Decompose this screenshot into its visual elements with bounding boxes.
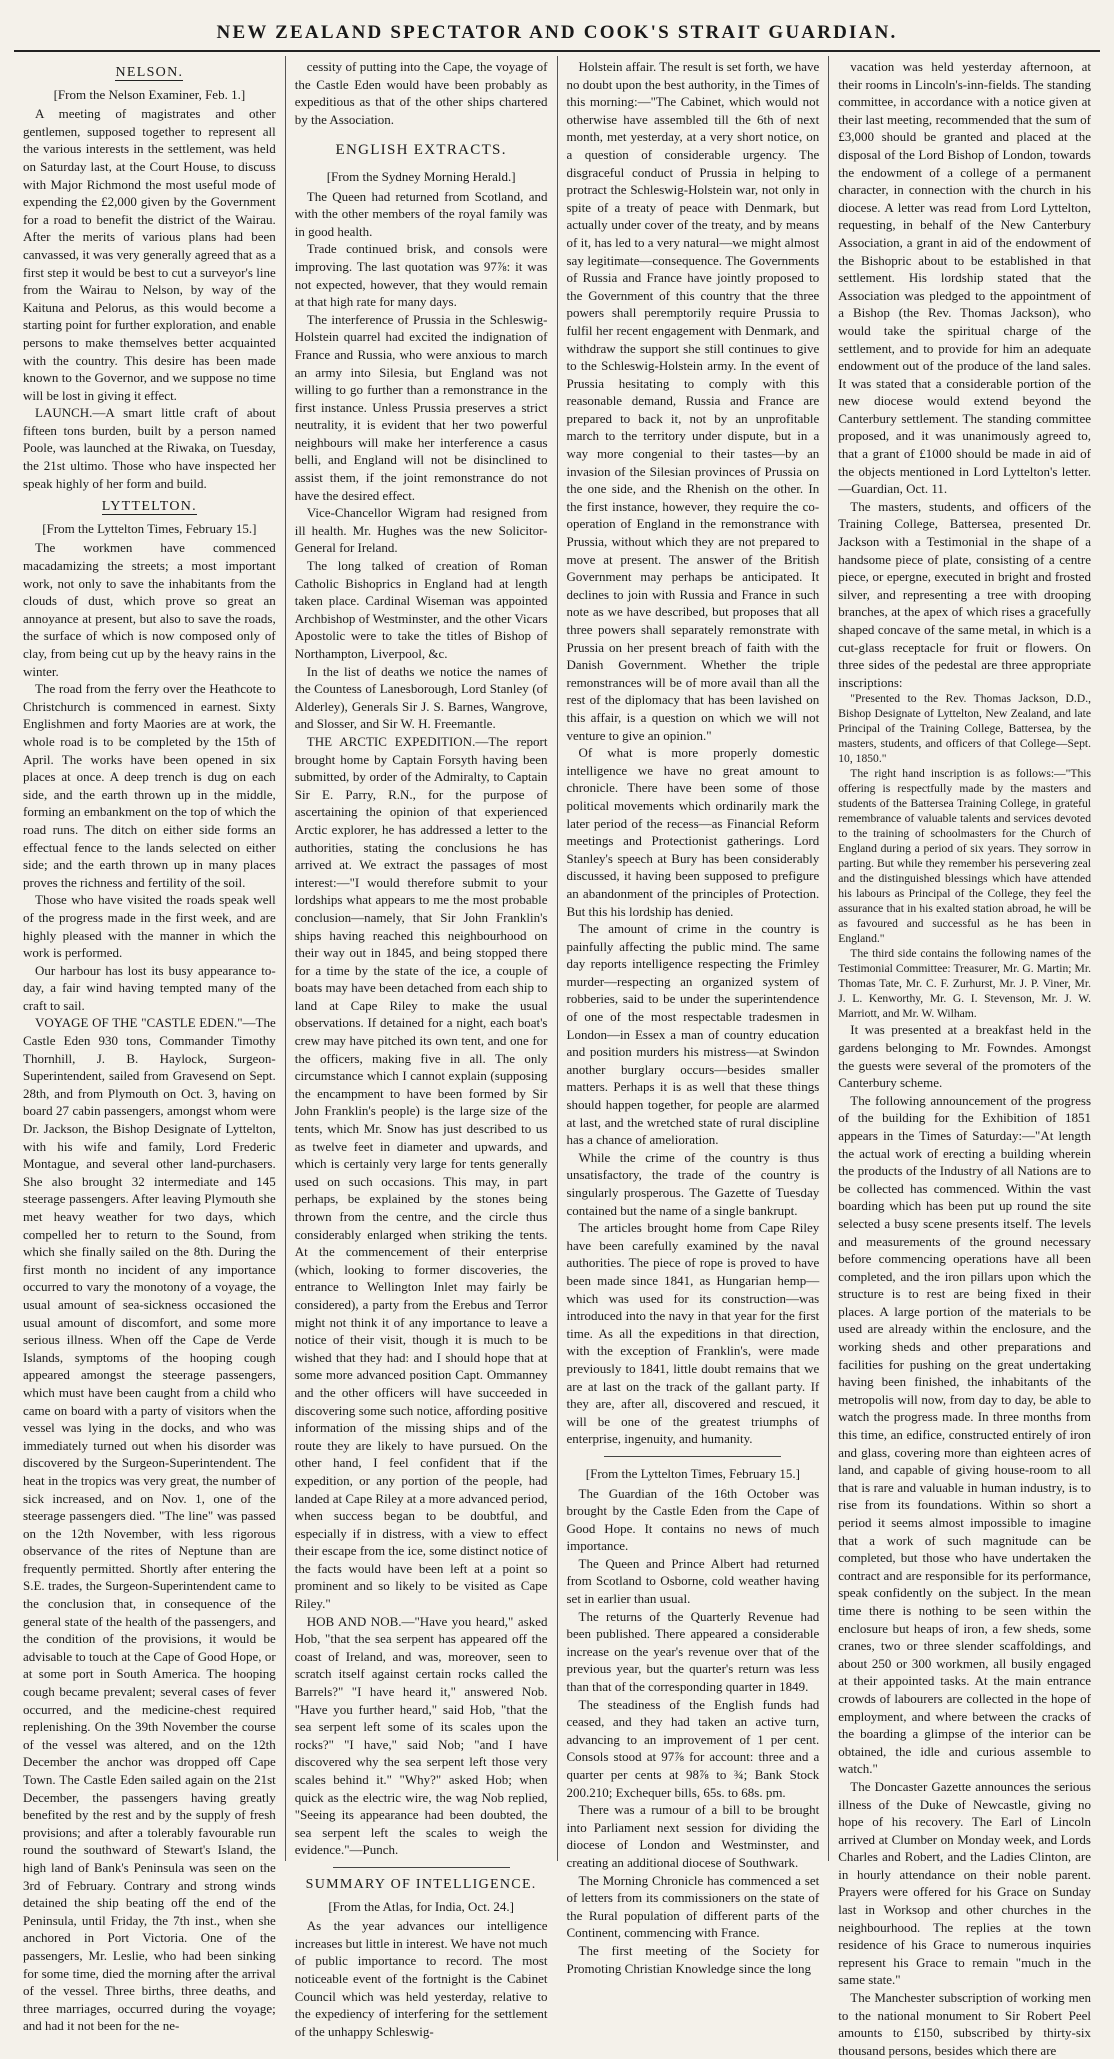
article-paragraph: vacation was held yesterday afternoon, at their rooms in Lincoln's-inn-fields. The standing committee, in accordance with a notice given at their last meeting, recommended that the sum of £3,000 should be granted and placed at the disposal of the Lord Bishop of London, towards the endowment of a college of a permanent character, in connection with the church in his diocese. A letter was read from Lord Lyttelton, requesting, in behalf of the New Canterbury Association, a grant in aid of the endowment of the Bishopric about to be established in that settlement. His lordship stated that the Association was pledged to the appointment of a Bishop (the Rev. Thomas Jackson), who would take the spiritual charge of the settlement, and to provide for him an adequate endowment out of the produce of the land sales. It was stated that a considerable portion of the new diocese would extend beyond the Canterbury settlement. The standing committee proposed, and it was unanimously agreed to, that a grant of £1000 should be made in aid of the objects mentioned in Lord Lyttelton's letter.—Guardian, Oct. 11. xyxy=(838,59,1091,497)
article-paragraph: As the year advances our intelligence increases but little in interest. We have not much of public importance to record. The most noticeable event of the fortnight is the Cabinet Council which was held yesterday, relative to the expediency of interfering for the settlement of the unhappy Schleswig- xyxy=(294,1918,548,2039)
inscription-paragraph: The third side contains the following names of the Testimonial Committee: Treasurer, Mr. G. Martin; Mr. Thomas Tate, Mr. C. F. Zurhurst, Mr. J. P. Viner, Mr. J. L. Kenworthy, Mr. G. I. Stevenson, Mr. J. W. Marriott, and Mr. W. Wilham. xyxy=(838,947,1091,1021)
article-paragraph: The steadiness of the English funds had ceased, and they had taken an active turn, advancing to an improvement of 1 per cent. Consols stood at 97⅞ for account: three and a quarter per cents at 98⅞ to ¾; Bank Stock 200.210; Exchequer bills, 65s. to 68s. pm. xyxy=(566,1696,820,1800)
article-paragraph: The interference of Prussia in the Schleswig-Holstein quarrel had excited the indignation of France and Russia, who were anxious to march an army into Silesia, but England was not willing to go further than a remonstrance in the first instance. Unless Prussia preserves a strict neutrality, it is evident that her two powerful neighbours will make her interference a casus belli, and England will not be disinclined to assist them, if the joint remonstrance do not have the desired effect. xyxy=(294,311,548,503)
source-line: [From the Nelson Examiner, Feb. 1.] xyxy=(53,86,246,102)
newspaper-columns xyxy=(14,56,1100,2058)
article-paragraph: The following announcement of the progress of the building for the Exhibition of 1851 appears in the Times of Saturday:—"At length the actual work of erecting a building wherein the products of the Industry of all Nations are to be collected has commenced. Within the vast boarding which has been put up round the site selected a busy scene presents itself. The levels and measurements of the ground necessary before commencing operations have all been completed, and the iron pillars upon which the structure is to rest are being fixed in their places. A large portion of the materials to be used are already within the enclosure, and the working sheds and other preparations and facilities for pushing on the great undertaking having been finished, the inhabitants of the metropolis will now, from day to day, be able to watch the progress made. In three months from this time, an edifice, constructed entirely of iron and glass, covering more than eighteen acres of land, and capable of giving house-room to all that is rare and valuable in human industry, is to rise from its foundations. Within so short a period it seems almost impossible to imagine that a work of such magnitude can be completed, but those who have undertaken the contract and are responsible for its performance, speak confidently on the subject. In the mean time there is nothing to be seen within the enclosure but heaps of iron, a few sheds, some cranes, two or three slender scaffoldings, and about 250 or 300 workmen, all busily engaged at their appointed tasks. At the main entrance crowds of labourers are collected in the hope of employment, and where between the cracks of the boarding a glimpse of the interior can be obtained, the idle and curious assemble to watch." xyxy=(838,1092,1091,1777)
article-paragraph: There was a rumour of a bill to be brought into Parliament next session for dividing the diocese of London and Westminster, and creating an additional diocese of Southwark. xyxy=(566,1802,820,1870)
newspaper-title: NEW ZEALAND SPECTATOR AND COOK'S STRAIT GUARDIAN. xyxy=(216,22,898,43)
column-3 xyxy=(557,56,829,1976)
article-paragraph: The Manchester subscription of working men to the national monument to Sir Robert Peel amounts to £150, subscribed by thirty-six thousand persons, besides which there are xyxy=(838,1990,1091,2058)
article-paragraph: The returns of the Quarterly Revenue had been published. There appeared a considerable increase on the year's revenue over that of the previous year, but the quarter's return was less than that of the corresponding quarter in 1849. xyxy=(566,1608,820,1695)
column-1 xyxy=(14,56,285,2034)
section-heading-english-extracts: ENGLISH EXTRACTS. xyxy=(335,142,507,159)
article-paragraph: Those who have visited the roads speak well of the progress made in the first week, and are highly pleased with the manner in which the work is performed. xyxy=(23,892,276,961)
article-paragraph: The road from the ferry over the Heathcote to Christchurch is commenced in earnest. Sixty Englishmen and forty Maories are at work, the whole road is to be completed by the 15th of April. The works have been opened in six places at once. A deep trench is dug on each side, and the earth thrown up in the middle, forming an embankment on the top of which the road runs. The ditch on either side forms an effectual fence to the lands selected on either side; and the earth thrown up in many places proves the richness and fertility of the soil. xyxy=(23,681,276,890)
article-paragraph: The Doncaster Gazette announces the serious illness of the Duke of Newcastle, giving no hope of his recovery. The Earl of Lincoln arrived at Clumber on Monday week, and Lords Charles and Robert, and the Ladies Clinton, are in hourly attendance on their noble parent. Prayers were offered for his Grace on Sunday last in Worksop and other churches in the neighbourhood. The replies at the town residence of his Grace to numerous inquiries represent his Grace to remain "much in the same state." xyxy=(838,1778,1091,1988)
article-paragraph: Vice-Chancellor Wigram had resigned from ill health. Mr. Hughes was the new Solicitor-General for Ireland. xyxy=(294,505,548,556)
article-paragraph: The first meeting of the Society for Promoting Christian Knowledge since the long xyxy=(566,1942,820,1976)
article-paragraph: Our harbour has lost its busy appearance to-day, a fair wind having tempted many of the craft to sail. xyxy=(23,962,276,1013)
divider-rule xyxy=(604,1456,781,1457)
article-paragraph: The Morning Chronicle has commenced a set of letters from its commissioners on the state of the Rural population of different parts of the Continent, commencing with France. xyxy=(566,1872,820,1941)
article-paragraph: The Guardian of the 16th October was brought by the Castle Eden from the Cape of Good Hope. It contains no news of much importance. xyxy=(566,1485,820,1554)
divider-rule xyxy=(333,1867,510,1868)
article-paragraph: The Queen and Prince Albert had returned from Scotland to Osborne, cold weather having set in earlier than usual. xyxy=(566,1555,820,1607)
source-line: [From the Lyttelton Times, February 15.] xyxy=(42,520,257,536)
article-paragraph: The Queen had returned from Scotland, and with the other members of the royal family was in good health. xyxy=(294,188,548,239)
inscription-paragraph: The right hand inscription is as follows:—"This offering is respectfully made by the masters and students of the Battersea Training College, in grateful remembrance of valuable talents and services devoted to the training of schoolmasters for the Church of England during a period of six years. They sorrow in parting. But while they remember his persevering zeal and the distinguished blessings which have attended his labours as Principal of the College, they feel the assurance that in his exalted station abroad, he will be as favoured and successful as he has been in England." xyxy=(838,767,1091,946)
article-paragraph: In the list of deaths we notice the names of the Countess of Lanesborough, Lord Stanley (of Alderley), Generals Sir J. S. Barnes, Wangrove, and Slosser, and Sir W. H. Freemantle. xyxy=(294,663,548,732)
column-4 xyxy=(828,56,1100,2058)
article-paragraph: The workmen have commenced macadamizing the streets; a most important work, not only to save the inhabitants from the clouds of dust, which prove so great an annoyance at present, but also to save the roads, the surface of which is now composed only of clay, from being cut up by the heavy rains in the winter. xyxy=(23,540,276,679)
column-2 xyxy=(285,56,557,2039)
article-paragraph: VOYAGE OF THE "CASTLE EDEN."—The Castle Eden 930 tons, Commander Timothy Thornhill, J. B. Haylock, Surgeon-Superintendent, sailed from Gravesend on Sept. 28th, and from Plymouth on Oct. 3, having on board 27 cabin passengers, amongst whom were Dr. Jackson, the Bishop Designate of Lyttelton, with his wife and family, Lord Frederic Montague, and several other land-purchasers. She also brought 32 intermediate and 145 steerage passengers. After leaving Plymouth she met heavy weather for two days, which compelled her to return to the Sound, from which she finally sailed on the 8th. During the first month no incident of any importance occurred to vary the monotony of a voyage, the usual amount of sea-sickness occasioned the usual amount of discomfort, and some more serious illness. When off the Cape de Verde Islands, symptoms of the hooping cough appeared amongst the steerage passengers, which must have been caught from a child who came on board with a party of visitors when the vessel was lying in the docks, and who was immediately turned out when his disorder was discovered by the Surgeon-Superintendent. The heat in the tropics was very great, the number of sick increased, and on Nov. 1, one of the steerage passengers died. "The line" was passed on the 12th November, with less rigorous observance of the rites of Neptune than are frequently permitted. Shortly after entering the S.E. trades, the Surgeon-Superintendent came to the conclusion that, in consequence of the general state of the health of the passengers, and the condition of the provisions, it would be advisable to touch at the Cape of Good Hope, or at some port in South America. The hooping cough became prevalent; several cases of fever occurred, and the medicine-chest required replenishing. On the 39th November the course of the vessel was altered, and on the 12th December the anchor was dropped off Cape Town. The Castle Eden sailed again on the 21st December, the passengers having greatly benefited by the rest and by the supply of fresh provisions; and after a tolerably favourable run round the southward of Stewart's Island, the high land of Bank's Peninsula was seen on the 3rd of February. Contrary and strong winds detained the ship beating off the end of the Peninsula, until Friday, the 7th inst., when she anchored in Port Victoria. One of the passengers, Mr. Leslie, who had been sinking for some time, died the morning after the arrival of the vessel. Three births, three deaths, and three marriages, occurred during the voyage; and had it not been for the ne- xyxy=(23,1015,276,2034)
source-line: [From the Sydney Morning Herald.] xyxy=(326,168,516,184)
article-paragraph: Trade continued brisk, and consols were improving. The last quotation was 97⅞: it was not expected, however, that they would remain at that high rate for many days. xyxy=(294,241,548,310)
source-line: [From the Atlas, for India, Oct. 24.] xyxy=(328,1898,514,1914)
article-paragraph: LAUNCH.—A smart little craft of about fifteen tons burden, built by a person named Poole, was launched at the Riwaka, on Tuesday, the 21st ultimo. Those who have inspected her speak highly of her form and build. xyxy=(23,405,276,491)
inscription-paragraph: "Presented to the Rev. Thomas Jackson, D.D., Bishop Designate of Lyttelton, New Zealand, and late Principal of the Training College, Battersea, by the masters, students, and officers of that College—Sept. 10, 1850." xyxy=(838,692,1091,766)
source-line: [From the Lyttelton Times, February 15.] xyxy=(585,1465,800,1481)
section-heading-nelson: NELSON. xyxy=(115,65,184,80)
article-paragraph: The masters, students, and officers of the Training College, Battersea, presented Dr. Jackson with a Testimonial in the shape of a handsome piece of plate, consisting of a centre piece, or epergne, executed in bright and frosted silver, and representing a tree with drooping branches, at the apex of which rises a gracefully shaped concave of the same metal, in which is a cut-glass receptacle for fruit or flowers. On three sides of the pedestal are three appropriate inscriptions: xyxy=(838,498,1091,690)
article-paragraph: cessity of putting into the Cape, the voyage of the Castle Eden would have been probably as expeditious as that of the other ships chartered by the Association. xyxy=(294,59,548,127)
article-paragraph: A meeting of magistrates and other gentlemen, supposed together to represent all the various interests in the settlement, was held on Saturday last, at the Court House, to discuss with Major Richmond the most useful mode of expending the £2,000 given by the Government for a road to benefit the district of the Wairau. After the merits of various plans had been canvassed, it was very generally agreed that as a first step it would be best to cut a surveyor's line from the Wairau to Nelson, by way of the Kaituna and Pelorus, as this would become a starting point for further exploration, and enable persons to make themselves better acquainted with the country. This desire has been made known to the Governor, and we suppose no time will be lost in giving it effect. xyxy=(23,106,276,403)
article-paragraph: THE ARCTIC EXPEDITION.—The report brought home by Captain Forsyth having been submitted, by order of the Admiralty, to Captain Sir E. Parry, R.N., for the purpose of ascertaining the opinion of that experienced Arctic explorer, he has addressed a letter to the authorities, stating the conclusions he has arrived at. We extract the passages of most interest:—"I would therefore submit to your lordships what appears to me the most probable conclusion—namely, that Sir John Franklin's ships having reached this neighbourhood on their way out in 1845, and being stopped there for a time by the state of the ice, a couple of boats may have been detached from each ship to land at Cape Riley to make the usual observations. If detained for a night, each boat's crew may have pitched its own tent, and one for the officers, making five in all. The only circumstance which I cannot explain (supposing the encampment to have been formed by Sir John Franklin's people) is the large size of the tents, which Mr. Snow has just described to us as twelve feet in diameter and upwards, and which is certainly very large for tents generally used on such occasions. This may, in part perhaps, be explained by the stones being thrown from the centre, and the circle thus considerably enlarged when striking the tents. At the commencement of their enterprise (which, looking to former discoveries, the entrance to Wellington Inlet may fairly be considered), a party from the Erebus and Terror might not think it of any importance to leave a notice of their visit, though it is much to be wished that they had: and I should hope that at some more advanced position Capt. Ommanney and the other officers will have succeeded in discovering some such notice, affording positive information of the missing ships and of the route they are likely to have pursued. On the other hand, I feel confident that if the expedition, or any portion of the people, had landed at Cape Riley at a more advanced period, when success began to be doubtful, and especially if in distress, with a view to effect their escape from the ice, some distinct notice of the facts would have been left at a point so prominent and so likely to be visited as Cape Riley." xyxy=(294,733,548,1612)
article-paragraph: While the crime of the country is thus unsatisfactory, the trade of the country is singularly prosperous. The Gazette of Tuesday contained but the name of a single bankrupt. xyxy=(566,1149,820,1218)
article-paragraph: The amount of crime in the country is painfully affecting the public mind. The same day reports intelligence respecting the Frimley murder—respecting an organized system of robberies, said to be under the superintendence of one of the most respectable tradesmen in London—in Essex a man of country education and position murders his mistress—at Swindon another burglary occurs—besides smaller matters. Perhaps it is as well that these things should happen together, for people are alarmed at last, and the wretched state of rural discipline has a chance of amelioration. xyxy=(566,921,820,1148)
article-paragraph: The articles brought home from Cape Riley have been carefully examined by the naval authorities. The piece of rope is proved to have been made since 1841, as Hungarian hemp—which was used for its construction—was introduced into the navy in that year for the first time. As all the expeditions in that direction, with the exception of Franklin's, were made previously to 1841, little doubt remains that we are at last on the track of the gallant party. If they are, after all, discovered and rescued, it will be one of the greatest triumphs of enterprise, ingenuity, and humanity. xyxy=(566,1220,820,1447)
section-heading-lyttelton: LYTTELTON. xyxy=(101,499,197,515)
article-paragraph: Holstein affair. The result is set forth, we have no doubt upon the best authority, in the Times of this morning:—"The Cabinet, which would not otherwise have assembled till the 6th of next month, met yesterday, at a very short notice, on a question of considerable urgency. The disgraceful conduct of Prussia in helping to protract the Schleswig-Holstein war, not only in spite of a treaty of peace with Denmark, but actually under cover of the treaty, and by means of it, has led to a very natural—we might almost say legitimate—consequence. The Governments of Russia and France have jointly proposed to the Government of this country that the three powers shall peremptorily require Prussia to fulfil her recent engagement with Denmark, and withdraw the support she still continues to give to the Schleswig-Holstein army. In the event of Prussia hesitating to comply with this reasonable demand, Russia and France are prepared to back it, not by an unprofitable march to the territory under dispute, but in a way more congenial to their tastes—by an invasion of the Silesian provinces of Prussia on the one side, and the Rhenish on the other. In the first instance, however, they require the co-operation of England in the remonstrance with Prussia, without which they are not prepared to move at present. The answer of the British Government may perhaps be anticipated. It declines to join with Russia and France in such note as we have described, but proposes that all three powers shall separately remonstrate with Prussia on her present breach of faith with the Danish Government. Whether the triple remonstrances will be of more avail than all the rest of the diplomacy that has been lavished on this affair, is a question on which we will not venture to give an opinion." xyxy=(566,59,820,743)
article-paragraph: It was presented at a breakfast held in the gardens belonging to Mr. Fowndes. Amongst the guests were several of the promoters of the Canterbury scheme. xyxy=(838,1022,1091,1091)
article-paragraph: The long talked of creation of Roman Catholic Bishoprics in England had at length taken place. Cardinal Wiseman was appointed Archbishop of Westminster, and the other Vicars Apostolic were to take the titles of Bishop of Northampton, Liverpool, &c. xyxy=(294,558,548,661)
masthead xyxy=(14,8,1100,52)
article-paragraph: Of what is more properly domestic intelligence we have no great amount to chronicle. There have been some of those political movements which ordinarily mark the later period of the recess—as Financial Reform meetings and Protectionist gatherings. Lord Stanley's speech at Bury has been considerably discussed, it having been supposed to prefigure an abandonment of the principles of Protection. But this his lordship has denied. xyxy=(566,745,820,919)
section-heading-summary: SUMMARY OF INTELLIGENCE. xyxy=(305,1876,537,1892)
article-paragraph: HOB AND NOB.—"Have you heard," asked Hob, "that the sea serpent has appeared off the coast of Ireland, and was, moreover, seen to scratch itself against certain rocks called the Barrels?" "I have heard it," answered Nob. "Have you further heard," said Hob, "that the sea serpent left some of its scales upon the rocks?" "I have," said Nob; "and I have discovered why the sea serpent left those very scales behind it." "Why?" asked Hob; when quick as the electric wire, the wag Nob replied, "Seeing its appearance had been doubted, the sea serpent left the scales to weigh the evidence."—Punch. xyxy=(294,1613,548,1858)
